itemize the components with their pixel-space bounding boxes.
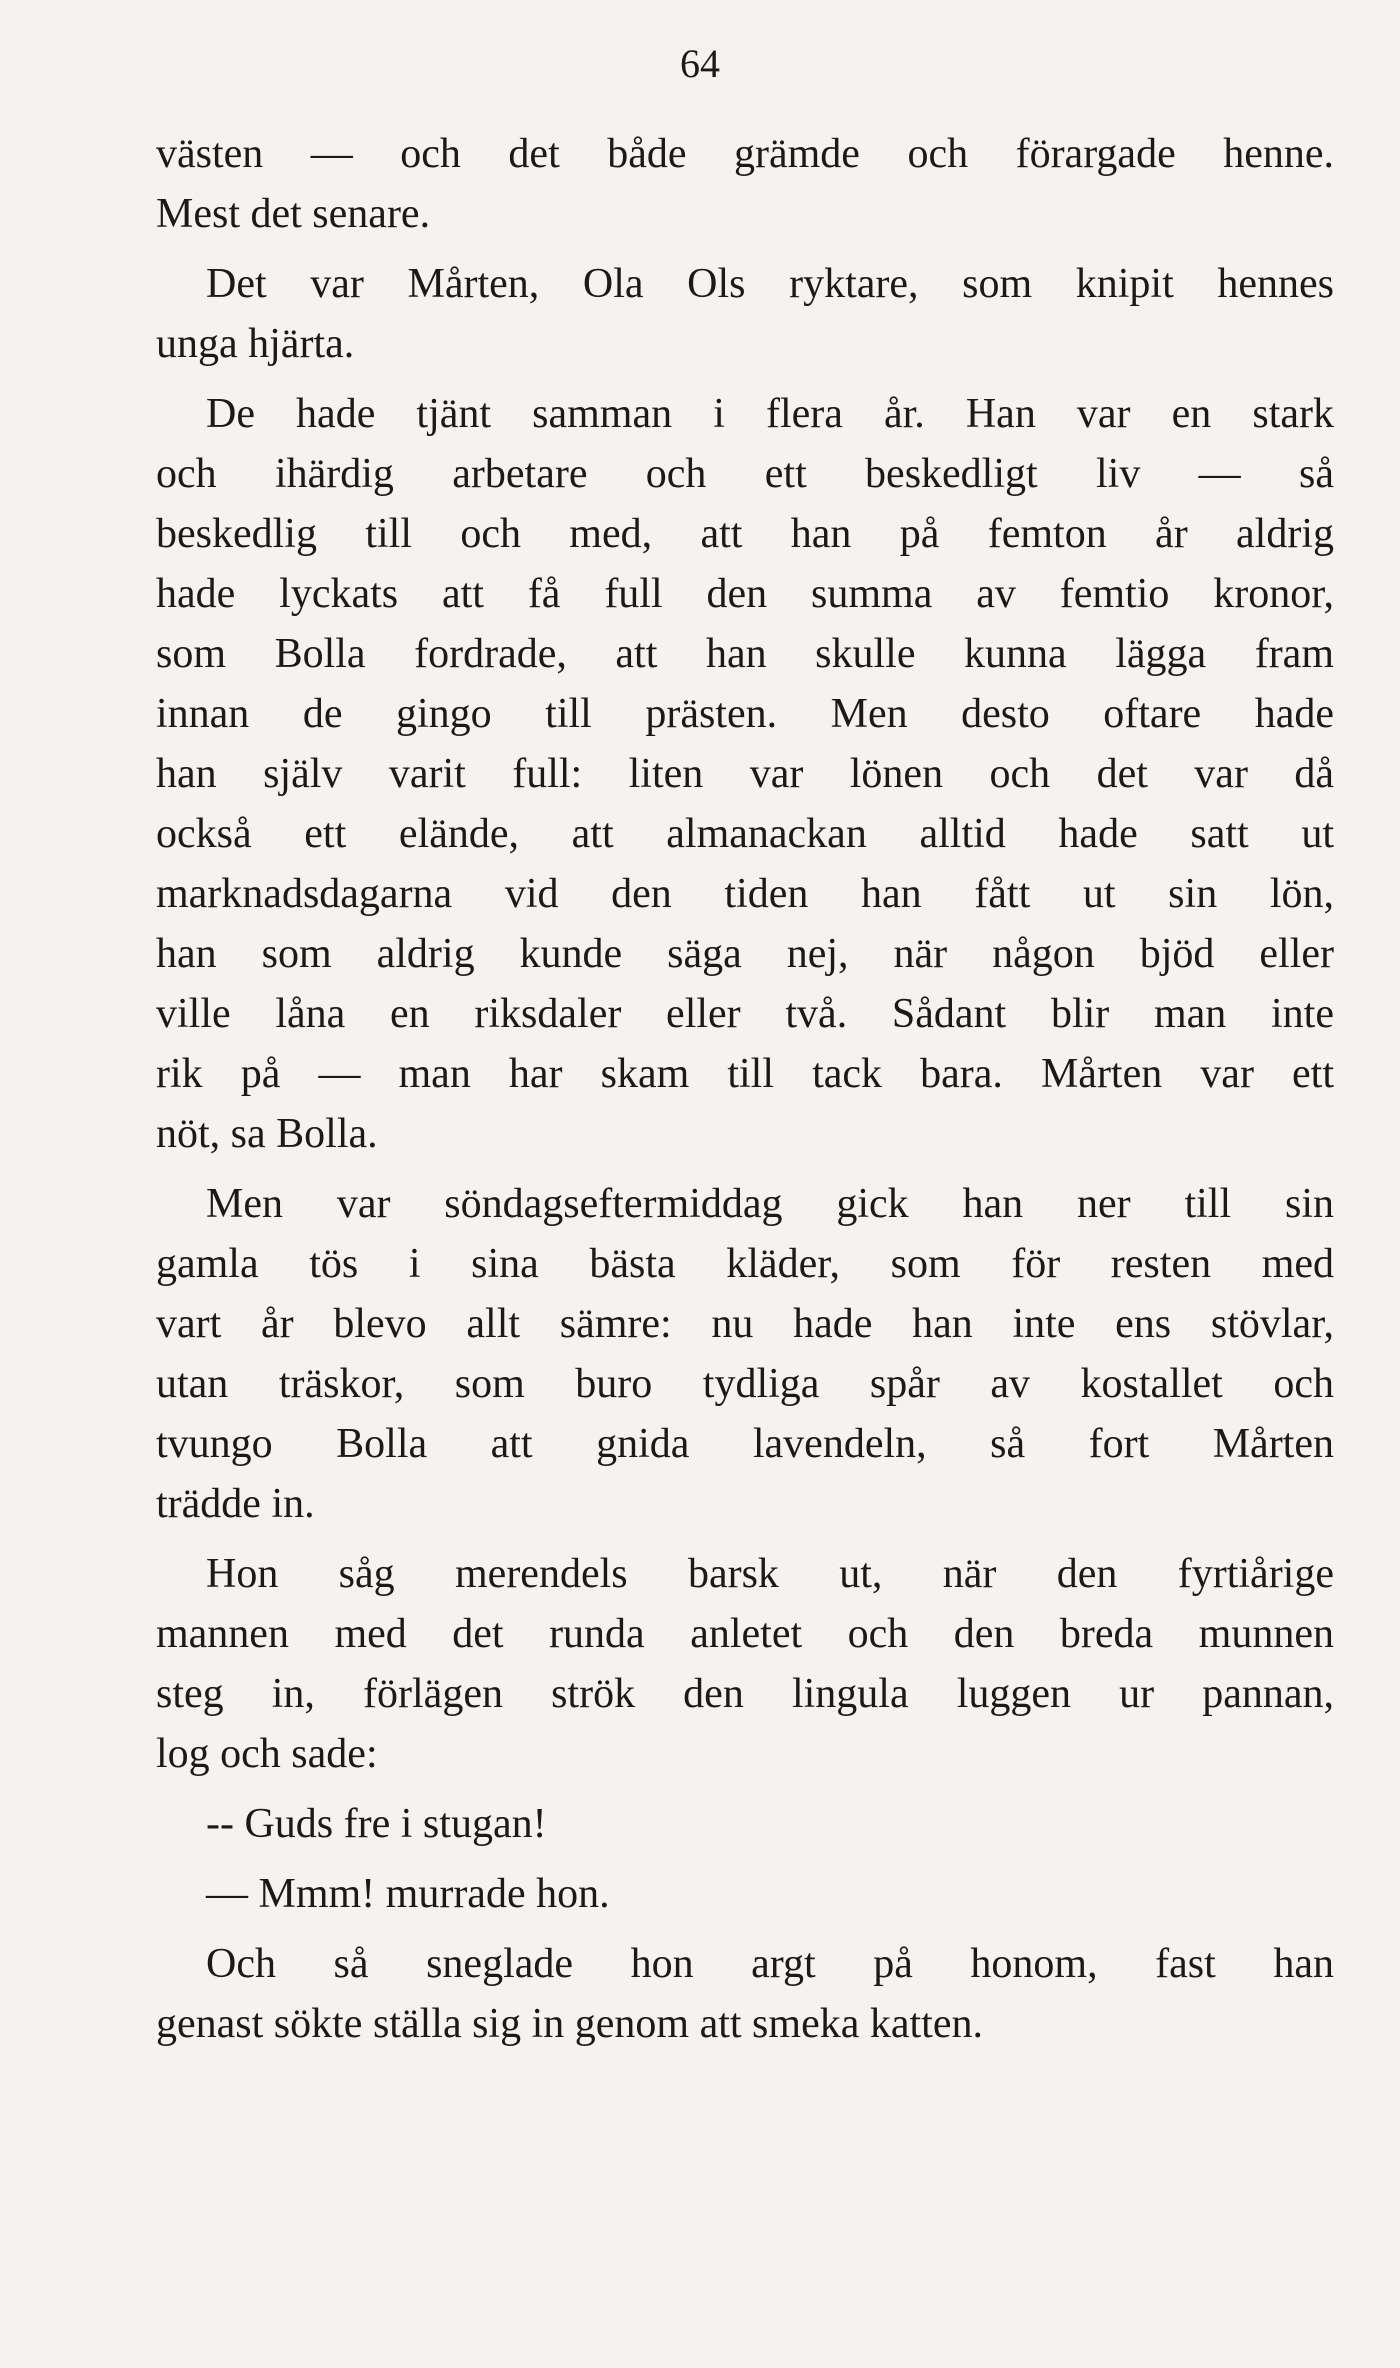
dialogue-paragraph bbox=[156, 1794, 1334, 1854]
text-line: gamla tös i sina bästa kläder, som för resten med bbox=[156, 1241, 1334, 1287]
paragraph bbox=[156, 1174, 1334, 1534]
text-line: tvungo Bolla att gnida lavendeln, så fort Mårten bbox=[156, 1421, 1334, 1467]
text-line: och ihärdig arbetare och ett beskedligt liv — så bbox=[156, 451, 1334, 497]
text-line: trädde in. bbox=[156, 1481, 315, 1527]
text-line: beskedlig till och med, att han på femton år aldrig bbox=[156, 511, 1334, 557]
dialogue-paragraph bbox=[156, 1864, 1334, 1924]
text-line: nöt, sa Bolla. bbox=[156, 1111, 378, 1157]
text-line: rik på — man har skam till tack bara. Mårten var ett bbox=[156, 1051, 1334, 1097]
paragraph bbox=[156, 1544, 1334, 1784]
text-line: -- Guds fre i stugan! bbox=[206, 1801, 547, 1847]
paragraph bbox=[156, 124, 1334, 244]
text-line: steg in, förlägen strök den lingula luggen ur pannan, bbox=[156, 1671, 1334, 1717]
text-line: ville låna en riksdaler eller två. Sådant blir man inte bbox=[156, 991, 1334, 1037]
text-line: — Mmm! murrade hon. bbox=[206, 1871, 610, 1917]
paragraph bbox=[156, 1934, 1334, 2054]
text-line: Det var Mårten, Ola Ols ryktare, som knipit hennes bbox=[206, 261, 1334, 307]
text-line: unga hjärta. bbox=[156, 321, 355, 367]
text-line: västen — och det både grämde och förargade henne. bbox=[156, 131, 1334, 177]
text-line: han själv varit full: liten var lönen och det var då bbox=[156, 751, 1334, 797]
text-line: Men var söndagseftermiddag gick han ner till sin bbox=[206, 1181, 1334, 1227]
paragraph bbox=[156, 254, 1334, 374]
text-line: vart år blevo allt sämre: nu hade han inte ens stövlar, bbox=[156, 1301, 1334, 1347]
text-line: hade lyckats att få full den summa av femtio kronor, bbox=[156, 571, 1334, 617]
text-line: log och sade: bbox=[156, 1731, 378, 1777]
paragraph bbox=[156, 384, 1334, 1164]
text-line: marknadsdagarna vid den tiden han fått ut sin lön, bbox=[156, 871, 1334, 917]
text-line: Mest det senare. bbox=[156, 191, 431, 237]
text-line: han som aldrig kunde säga nej, när någon bjöd eller bbox=[156, 931, 1334, 977]
body-text bbox=[156, 124, 1334, 2064]
text-line: De hade tjänt samman i flera år. Han var en stark bbox=[206, 391, 1334, 437]
text-line: som Bolla fordrade, att han skulle kunna lägga fram bbox=[156, 631, 1334, 677]
text-line: Och så sneglade hon argt på honom, fast han bbox=[206, 1941, 1334, 1987]
text-line: också ett elände, att almanackan alltid hade satt ut bbox=[156, 811, 1334, 857]
text-line: Hon såg merendels barsk ut, när den fyrtiårige bbox=[206, 1551, 1334, 1597]
text-line: genast sökte ställa sig in genom att smeka katten. bbox=[156, 2001, 983, 2047]
text-line: innan de gingo till prästen. Men desto oftare hade bbox=[156, 691, 1334, 737]
page-number: 64 bbox=[680, 41, 720, 86]
text-line: utan träskor, som buro tydliga spår av kostallet och bbox=[156, 1361, 1334, 1407]
text-line: mannen med det runda anletet och den breda munnen bbox=[156, 1611, 1334, 1657]
